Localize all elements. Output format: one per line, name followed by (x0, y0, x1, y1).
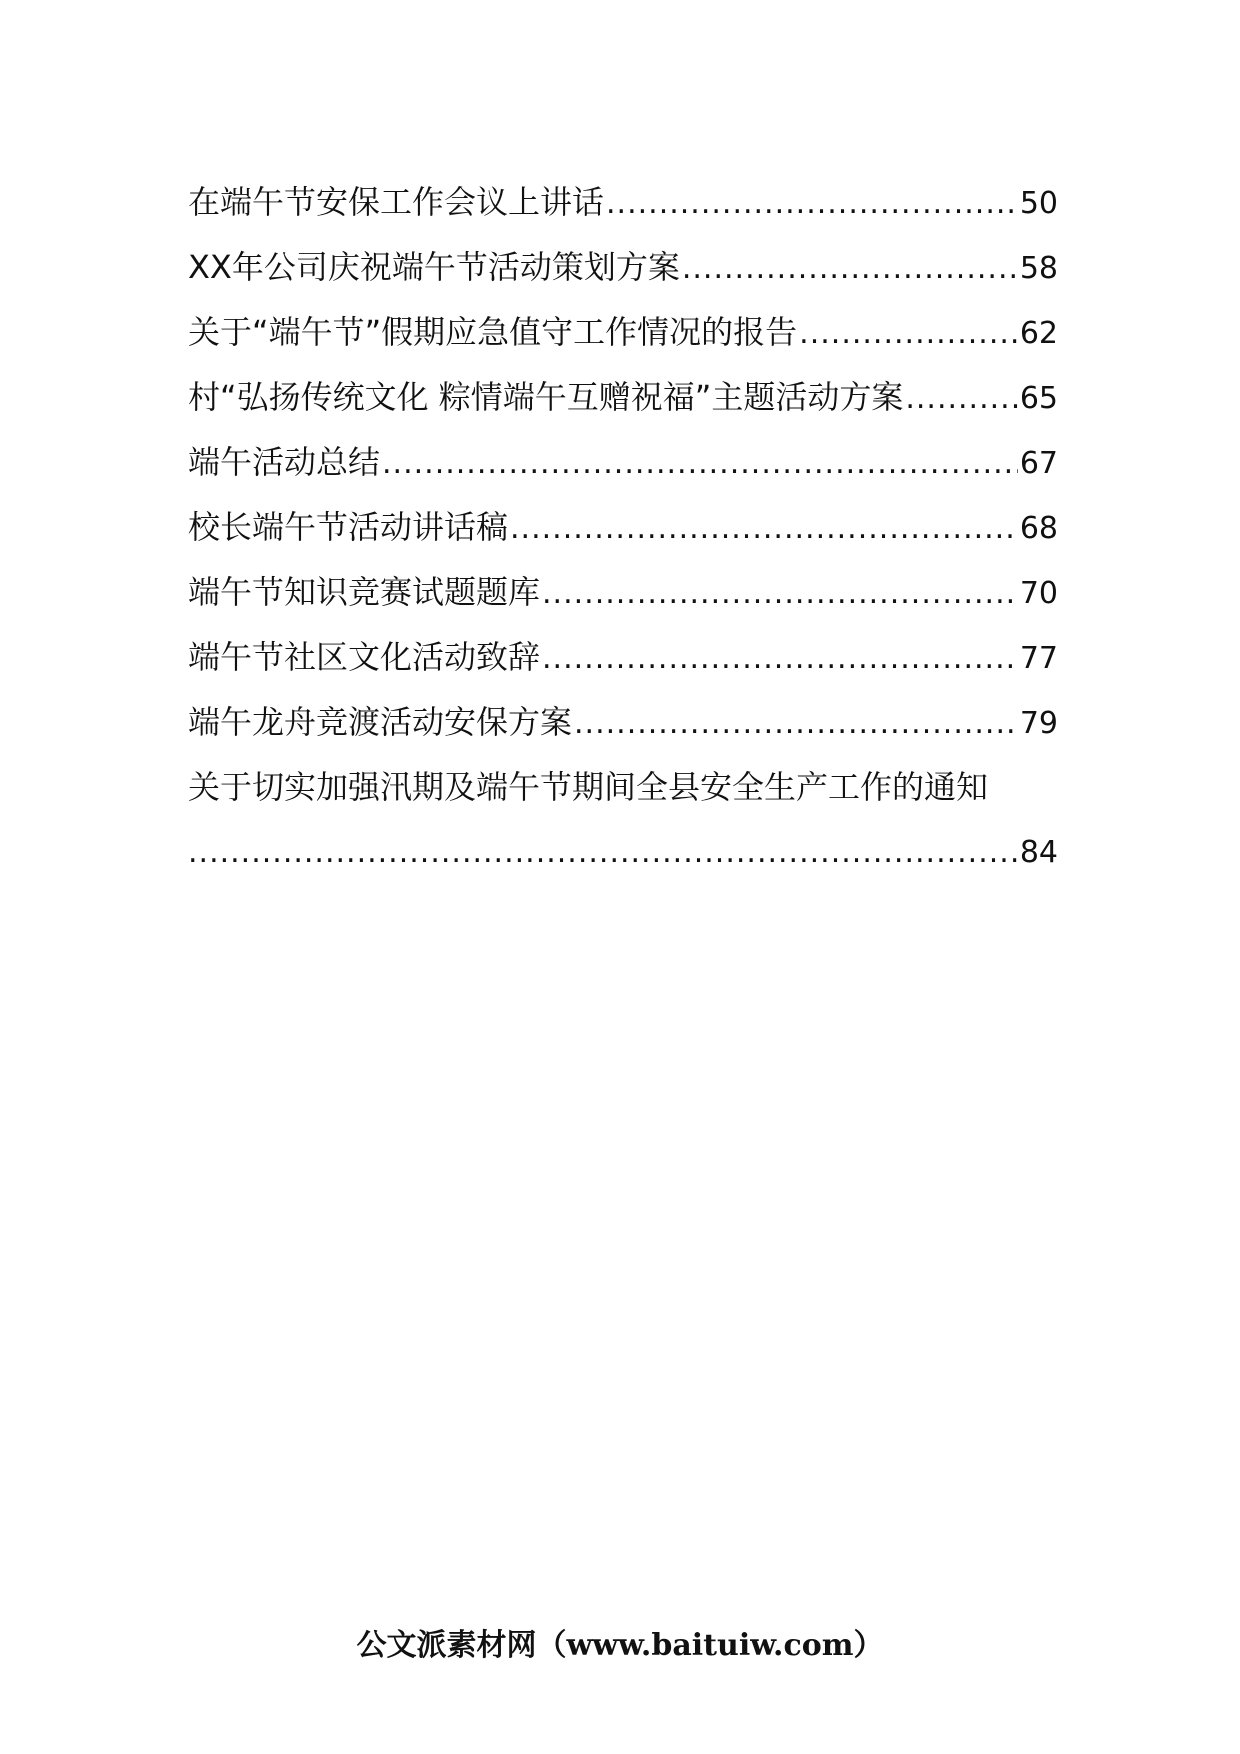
toc-entry-title: 村“弘扬传统文化 粽情端午互赠祝福”主题活动方案 (188, 378, 904, 416)
toc-dot-leader (542, 626, 1018, 691)
toc-entry-title: 关于切实加强汛期及端午节期间全县安全生产工作的通知 (188, 768, 989, 806)
toc-dot-leader (682, 236, 1018, 301)
toc-entry[interactable] (188, 235, 1058, 300)
toc-page-number: 67 (1019, 446, 1058, 481)
toc-dot-leader (606, 171, 1018, 236)
toc-entry[interactable] (188, 430, 1058, 495)
toc-dot-leader (510, 496, 1018, 561)
toc-entry-title: 关于“端午节”假期应急值守工作情况的报告 (188, 313, 798, 351)
toc-page-number: 58 (1019, 251, 1058, 286)
toc-entry[interactable] (188, 365, 1058, 430)
page-footer-watermark: 公文派素材网（www.baituiw.com） (356, 1628, 884, 1663)
toc-page-number: 84 (1019, 835, 1058, 870)
toc-entry[interactable] (188, 625, 1058, 690)
toc-entry[interactable] (188, 495, 1058, 560)
toc-entry-title: 端午节社区文化活动致辞 (188, 638, 541, 676)
toc-entry-title: 校长端午节活动讲话稿 (188, 508, 509, 546)
toc-entry-title: 端午节知识竞赛试题题库 (188, 573, 541, 611)
toc-dot-leader (799, 301, 1018, 366)
toc-entry-continuation (188, 820, 1058, 885)
toc-page-number: 68 (1019, 511, 1058, 546)
toc-entry[interactable] (188, 300, 1058, 365)
toc-dot-leader (382, 431, 1018, 496)
toc-entry-title: XX年公司庆祝端午节活动策划方案 (188, 248, 680, 286)
toc-page-number: 70 (1019, 576, 1058, 611)
table-of-contents (188, 170, 1058, 885)
toc-entry[interactable] (188, 755, 1058, 885)
toc-page-number: 62 (1019, 316, 1058, 351)
toc-entry[interactable] (188, 170, 1058, 235)
toc-dot-leader (905, 366, 1017, 431)
toc-entry-title: 在端午节安保工作会议上讲话 (188, 183, 605, 221)
toc-page-number: 77 (1019, 641, 1058, 676)
toc-page-number: 50 (1019, 186, 1058, 221)
toc-dot-leader (542, 561, 1018, 626)
toc-entry-title: 端午龙舟竞渡活动安保方案 (188, 703, 573, 741)
toc-entry[interactable] (188, 690, 1058, 755)
toc-entry-title: 端午活动总结 (188, 443, 381, 481)
toc-entry[interactable] (188, 560, 1058, 625)
toc-page-number: 79 (1019, 706, 1058, 741)
toc-dot-leader (574, 691, 1018, 756)
toc-dot-leader (188, 820, 1018, 885)
toc-page-number: 65 (1019, 381, 1058, 416)
